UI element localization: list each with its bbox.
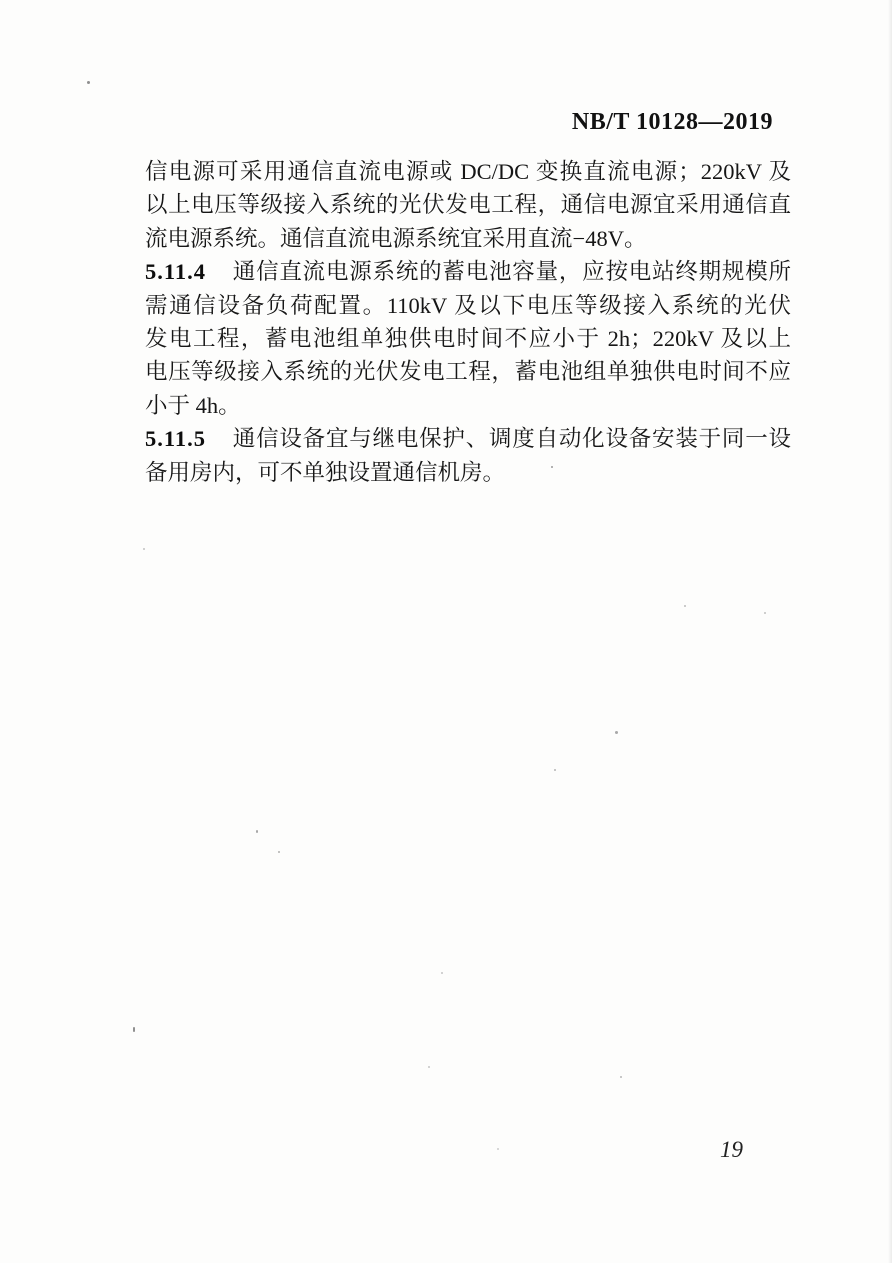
scan-speck <box>684 605 686 607</box>
scan-speck <box>441 972 443 974</box>
text-line: 电压等级接入系统的光伏发电工程，蓄电池组单独供电时间不应 <box>145 359 791 385</box>
scan-speck <box>278 851 280 853</box>
scan-speck <box>133 1027 135 1032</box>
scan-speck <box>143 548 145 550</box>
scan-speck <box>620 1076 622 1078</box>
scan-speck <box>764 612 766 614</box>
text-run: 通信设备宜与继电保护、调度自动化设备安装于同一设 <box>232 426 791 452</box>
text-line: 以上电压等级接入系统的光伏发电工程，通信电源宜采用通信直 <box>145 192 791 218</box>
text-line: 流电源系统。通信直流电源系统宜采用直流−48V。 <box>145 225 647 251</box>
scan-edge-shadow <box>888 0 892 1263</box>
standard-number-header: NB/T 10128—2019 <box>571 109 773 135</box>
scan-speck <box>256 830 258 833</box>
clause-number: 5.11.5 <box>145 426 207 452</box>
text-line <box>145 422 791 455</box>
clause-number: 5.11.4 <box>145 259 207 285</box>
text-run: 信电源可采用通信直流电源或 DC/DC 变换直流电源；220kV 及 <box>145 159 791 184</box>
text-line <box>145 155 791 188</box>
text-line: 发电工程，蓄电池组单独供电时间不应小于 2h；220kV 及以上 <box>145 325 791 351</box>
text-run: 通信直流电源系统的蓄电池容量，应按电站终期规模所 <box>232 259 791 285</box>
page-number: 19 <box>720 1137 743 1162</box>
scan-speck <box>551 466 553 468</box>
scan-speck <box>615 731 618 734</box>
text-line <box>145 255 791 288</box>
text-line: 备用房内，可不单独设置通信机房。 <box>145 459 506 485</box>
scan-speck <box>497 1148 499 1150</box>
scan-speck <box>428 1066 430 1068</box>
scan-speck <box>554 769 556 771</box>
text-line: 小于 4h。 <box>145 392 241 418</box>
document-body <box>145 155 791 489</box>
scan-speck <box>87 81 90 84</box>
text-line: 需通信设备负荷配置。110kV 及以下电压等级接入系统的光伏 <box>145 292 791 318</box>
